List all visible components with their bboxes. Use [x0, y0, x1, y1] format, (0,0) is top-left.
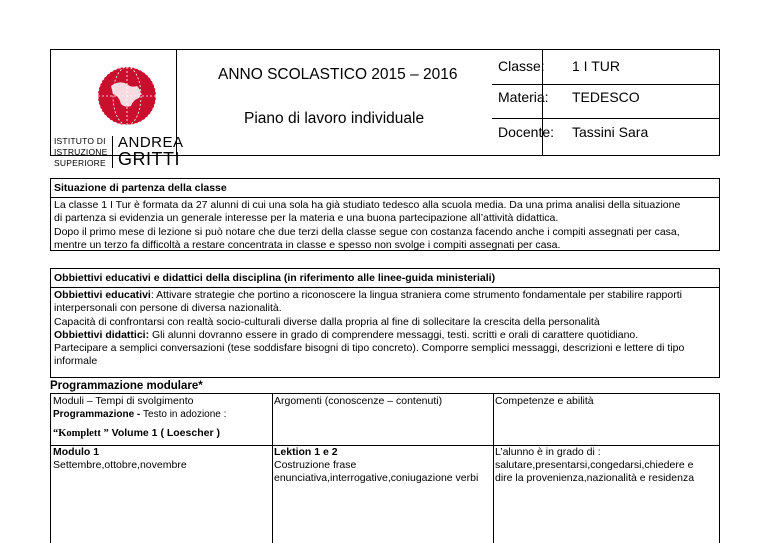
col3-header: Competenze e abilità [495, 395, 594, 407]
text-line: La classe 1 I Tur è formata da 27 alunni di cui una sola ha già studiato tedesco alla scuola media. Da una prima analisi della situazione [54, 199, 681, 211]
section-body [51, 288, 719, 370]
section-heading: Situazione di partenza della classe [51, 179, 719, 198]
logo-text-left [54, 136, 107, 169]
text-line: Partecipare a semplici conversazioni (tese soddisfare bisogni di tipo concreto). Comporre semplici messaggi, descrizioni e lettere di tipo [54, 342, 685, 355]
text-line: Dopo il primo mese di lezione si può notare che due terzi della classe segue con costanza facendo anche i compiti assegnati per casa, [54, 225, 680, 238]
competenze-line: salutare,presentarsi,congedarsi,chiedere e [495, 459, 694, 471]
text: Testo in adozione : [143, 409, 227, 420]
modulo-time: Settembre,ottobre,novembre [53, 459, 187, 471]
logo-line: ANDREA [118, 134, 184, 151]
logo-line: ISTITUTO DI [54, 136, 106, 146]
text: “Komplett ” [53, 428, 109, 439]
obiettivi-didattici-label: Obbiettivi didattici: [54, 328, 150, 341]
obiettivi-section [50, 268, 720, 378]
text: Volume 1 ( Loescher ) [108, 427, 220, 439]
col1-subheader [53, 408, 226, 421]
text-line [54, 329, 716, 342]
materia-label: Materia: [498, 89, 549, 105]
globe-logo-icon [95, 64, 159, 128]
lektion-line: enunciativa,interrogative,coniugazione verbi [274, 472, 479, 484]
column-divider [493, 394, 494, 543]
section-body [51, 198, 719, 253]
text: Gli alunni dovranno essere in grado di comprendere messaggi, testi. scritti e orali di carattere quotidiano. [149, 328, 639, 341]
text-line: di partenza si evidenzia un generale interesse per la materia e una buona partecipazione all’attività didattica. [54, 212, 559, 225]
text-line [54, 289, 716, 302]
modulo-title: Modulo 1 [53, 446, 100, 458]
logo-line: ISTRUZIONE [54, 147, 108, 157]
text-line: Capacità di confrontarsi con realtà socio-culturali diverse dalla propria al fine di sollecitare la crescita della personalità [54, 315, 600, 328]
row-divider [51, 445, 719, 446]
text-line: informale [54, 355, 98, 368]
materia-field [498, 89, 640, 105]
docente-field [498, 124, 649, 140]
text: Programmazione - [53, 409, 144, 420]
competenze-line: dire la provenienza,nazionalità e residenza [495, 472, 695, 484]
page-subtitle: Piano di lavoro individuale [244, 110, 425, 127]
materia-value: TEDESCO [572, 89, 640, 105]
logo-text-right [118, 134, 184, 168]
classe-value: 1 I TUR [572, 58, 620, 74]
divider [492, 118, 720, 119]
logo-divider [112, 136, 113, 168]
page-title: ANNO SCOLASTICO 2015 – 2016 [218, 66, 458, 83]
classe-field [498, 58, 620, 74]
logo-line: SUPERIORE [54, 158, 106, 168]
column-divider [272, 394, 273, 543]
col2-header: Argomenti (conoscenze – contenuti) [274, 395, 443, 407]
lektion-title: Lektion 1 e 2 [274, 446, 338, 458]
col1-header: Moduli – Tempi di svolgimento [53, 395, 194, 407]
text-line: mentre un terzo fa difficoltà a restare concentrata in classe e spesso non svolge i compiti assegnati per casa. [54, 238, 561, 251]
logo-line: GRITTI [118, 149, 180, 169]
text-line: interpersonali con persone di diversa nazionalità. [54, 302, 282, 315]
text: : Attivare strategie che portino a riconoscere la lingua straniera come strumento fondamentale per stabilire rapporti [150, 289, 682, 301]
programmazione-title: Programmazione modulare* [50, 380, 203, 392]
obiettivi-educativi-label: Obbiettivi educativi [54, 289, 151, 301]
classe-label: Classe: [498, 58, 545, 74]
section-heading: Obbiettivi educativi e didattici della disciplina (in riferimento alle linee-guida ministeriali) [51, 269, 719, 288]
docente-value: Tassini Sara [572, 124, 649, 140]
situazione-section [50, 178, 720, 251]
textbook-title [53, 427, 220, 440]
divider [492, 84, 720, 85]
docente-label: Docente: [498, 124, 555, 140]
competenze-line: L’alunno è in grado di : [495, 446, 601, 458]
lektion-line: Costruzione frase [274, 459, 357, 471]
